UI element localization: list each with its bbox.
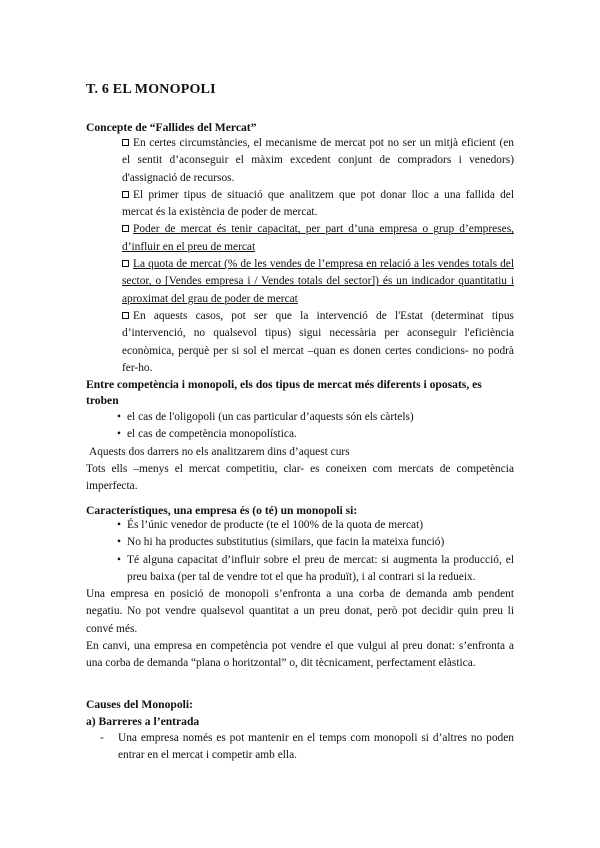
paragraph: Una empresa en posició de monopoli s’enfronta a una corba de demanda amb pendent negatiu. No pot vendre qualsevol quantitat a un preu donat, però pot decidir quin preu li convé més. bbox=[86, 588, 514, 635]
checkbox-icon bbox=[122, 191, 129, 198]
list-item: • No hi ha productes substitutius (similars, que facin la mateixa funció) bbox=[117, 534, 514, 551]
section-market-types bbox=[86, 377, 514, 495]
document-title: T. 6 EL MONOPOLI bbox=[86, 82, 216, 97]
paragraph: En canvi, una empresa en competència pot vendre el que vulgui al preu donat: s’enfronta a una corba de demanda “plana o horitzontal” o, dit tècnicament, perfectament elàstica. bbox=[86, 640, 514, 670]
checklist bbox=[86, 135, 514, 377]
list-item: En aquests casos, pot ser que la intervenció de l'Estat (determinat tipus d’intervenció, no qualsevol tipus) sigui necessària per aconseguir l'eficiència econòmica, perquè per si sol el mercat –quan es donen certes condicions- no podrà fer-ho. bbox=[122, 309, 514, 374]
section-heading: Característiques, una empresa és (o té) un monopoli si: bbox=[86, 504, 358, 517]
list-item: • Té alguna capacitat d’influir sobre el preu de mercat: si augmenta la producció, el preu baixa (per tal de vendre tot el que ha produït), i al contrari si la redueix. bbox=[117, 552, 514, 587]
paragraph: Aquests dos darrers no els analitzarem dins d’aquest curs bbox=[89, 445, 350, 458]
checkbox-icon bbox=[122, 260, 129, 267]
checkbox-icon bbox=[122, 312, 129, 319]
bullet-list bbox=[86, 517, 514, 586]
section-heading: Causes del Monopoli: bbox=[86, 698, 193, 711]
subsection-heading: a) Barreres a l’entrada bbox=[86, 715, 200, 728]
checkbox-icon bbox=[122, 139, 129, 146]
list-item: • el cas de competència monopolística. bbox=[117, 426, 514, 443]
list-item: El primer tipus de situació que analitzem que pot donar lloc a una fallida del mercat és la existència de poder de mercat. bbox=[122, 188, 514, 219]
list-item: • el cas de l'oligopoli (un cas particular d’aquests són els càrtels) bbox=[117, 409, 514, 426]
section-characteristics bbox=[86, 504, 514, 673]
checkbox-icon bbox=[122, 225, 129, 232]
list-item: • És l’únic venedor de producte (te el 100% de la quota de mercat) bbox=[117, 517, 514, 534]
list-item: - Una empresa només es pot mantenir en el temps com monopoli si d’altres no poden entrar en el mercat i competir amb ella. bbox=[100, 732, 514, 762]
list-item: En certes circumstàncies, el mecanisme de mercat pot no ser un mitjà eficient (en el sentit d’aconseguir el màxim excedent conjunt de compradors i venedors) d'assignació de recursos. bbox=[122, 137, 514, 184]
bullet-list bbox=[86, 409, 514, 444]
list-item: Poder de mercat és tenir capacitat, per part d’una empresa o grup d’empreses, d’influir en el preu de mercat bbox=[122, 223, 514, 253]
section-monopoly-causes bbox=[86, 696, 514, 765]
section-market-failures bbox=[86, 121, 514, 377]
list-item: La quota de mercat (% de les vendes de l’empresa en relació a les vendes totals del sector, o [Vendes empresa i / Vendes totals del sector]) és un indicador quantitatiu i aproximat del grau de poder de mercat bbox=[122, 258, 514, 305]
dash-marker: - bbox=[100, 732, 104, 744]
section-heading: Concepte de “Fallides del Mercat” bbox=[86, 121, 257, 134]
section-heading: Entre competència i monopoli, els dos tipus de mercat més diferents i oposats, es troben bbox=[86, 378, 482, 407]
paragraph: Tots ells –menys el mercat competitiu, clar- es coneixen com mercats de competència imperfecta. bbox=[86, 462, 514, 493]
